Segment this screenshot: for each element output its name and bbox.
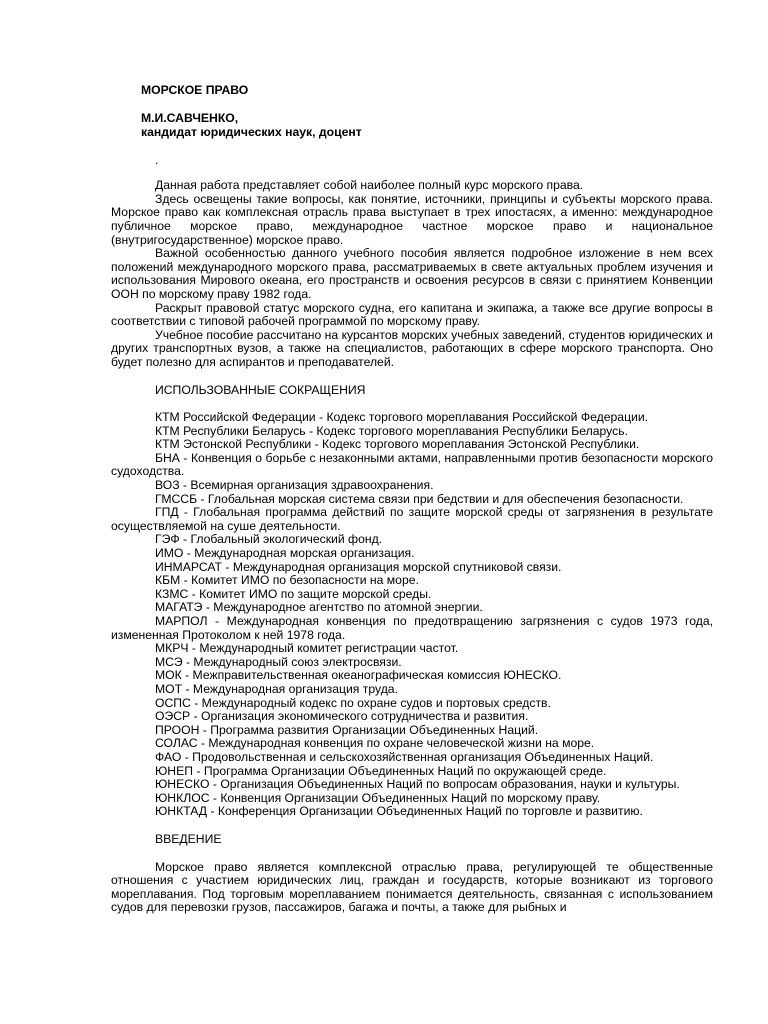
abbreviation-item: МКРЧ - Международный комитет регистрации частот. <box>155 641 459 656</box>
abbreviation-item: КТМ Российской Федерации - Кодекс торгового мореплавания Российской Федерации. <box>155 410 649 425</box>
abbreviations-heading: ИСПОЛЬЗОВАННЫЕ СОКРАЩЕНИЯ <box>155 382 366 397</box>
abbreviation-item: ГПД - Глобальная программа действий по защите морской среды от загрязнения в результате осуществляемой на суше деятельности. <box>111 505 713 533</box>
abbreviation-item: КЗМС - Комитет ИМО по защите морской среды. <box>155 586 432 601</box>
abbreviation-item: ЮНКЛОС - Конвенция Организации Объединенных Наций по морскому праву. <box>155 790 601 805</box>
abbreviation-item: СОЛАС - Международная конвенция по охране человеческой жизни на море. <box>155 736 595 751</box>
abbreviation-item: ОЭСР - Организация экономического сотрудничества и развития. <box>155 709 529 724</box>
abbreviation-item: КТМ Республики Беларусь - Кодекс торгового мореплавания Республики Беларусь. <box>155 423 628 438</box>
abbreviation-item: ИМО - Международная морская организация. <box>155 546 415 561</box>
abbreviation-item: ИНМАРСАТ - Международная организация морской спутниковой связи. <box>155 559 562 574</box>
abbreviation-item: БНА - Конвенция о борьбе с незаконными актами, направленными против безопасности морского судоходства. <box>111 450 713 479</box>
abbreviation-item: ЮНЕП - Программа Организации Объединенных Наций по окружающей среде. <box>155 763 607 778</box>
abbreviation-item: ГМССБ - Глобальная морская система связи при бедствии и для обеспечения безопасности. <box>155 491 684 506</box>
document-page <box>111 84 713 915</box>
intro-paragraph: Учебное пособие рассчитано на курсантов морских учебных заведений, студентов юридических и других транспортных вузов, а также на специалистов, работающих в сфере морского транспорта. Оно будет полезно для аспирантов и преподавателей. <box>111 327 713 369</box>
abbreviation-item: ФАО - Продовольственная и сельскохозяйственная организация Объединенных Наций. <box>155 749 654 764</box>
author-name: М.И.САВЧЕНКО, <box>141 111 239 125</box>
intro-paragraph: Данная работа представляет собой наиболее полный курс морского права. <box>155 178 584 193</box>
introduction-heading: ВВЕДЕНИЕ <box>155 831 222 846</box>
abbreviation-item: КБМ - Комитет ИМО по безопасности на море. <box>155 573 419 588</box>
intro-paragraph: Здесь освещены такие вопросы, как понятие, источники, принципы и субъекты морского права. Морское право как комплексная отрасль права выступает в трех ипостасях, а именно: международное публичное морское право, международное частное морское право и национальное (внутригосударственное) морское право. <box>111 191 713 247</box>
abbreviation-item: МОК - Межправительственная океанографическая комиссия ЮНЕСКО. <box>155 668 562 683</box>
abbreviation-item: МОТ - Международная организация труда. <box>155 681 398 696</box>
abbreviation-item: ВОЗ - Всемирная организация здравоохранения. <box>155 478 434 493</box>
introduction-paragraph: Морское право является комплексной отраслью права, регулирующей те общественные отношения с участием юридических лиц, граждан и государств, которые возникают из торгового мореплавания. Под торговым мореплаванием понимается деятельность, связанная с использованием судов для перевозки грузов, пассажиров, багажа и почты, а также для рыбных и <box>111 859 713 915</box>
intro-section <box>111 179 713 369</box>
author-credentials: кандидат юридических наук, доцент <box>141 124 362 139</box>
abbreviation-item: ЮНКТАД - Конференция Организации Объединенных Наций по торговле и развитию. <box>155 804 643 819</box>
abbreviation-item: МАРПОЛ - Международная конвенция по предотвращению загрязнения с судов 1973 года, измененная Протоколом к ней 1978 года. <box>111 614 713 642</box>
abbreviation-item: ОСПС - Международный кодекс по охране судов и портовых средств. <box>155 695 551 710</box>
abbreviation-item: ЮНЕСКО - Организация Объединенных Наций по вопросам образования, науки и культуры. <box>155 777 680 792</box>
separator-dot: . <box>155 153 159 168</box>
document-header <box>141 84 713 139</box>
document-title: МОРСКОЕ ПРАВО <box>141 83 249 97</box>
abbreviations-list <box>111 411 713 819</box>
abbreviation-item: МСЭ - Международный союз электросвязи. <box>155 654 402 669</box>
abbreviation-item: МАГАТЭ - Международное агентство по атомной энергии. <box>155 600 483 615</box>
intro-paragraph: Раскрыт правовой статус морского судна, его капитана и экипажа, а также все другие вопросы в соответствии с типовой рабочей программой по морскому праву. <box>111 300 713 329</box>
abbreviation-item: КТМ Эстонской Республики - Кодекс торгового мореплавания Эстонской Республики. <box>155 437 640 452</box>
abbreviation-item: ГЭФ - Глобальный экологический фонд. <box>155 532 383 547</box>
intro-paragraph: Важной особенностью данного учебного пособия является подробное изложение в нем всех положений международного морского права, рассматриваемых в свете актуальных проблем изучения и использования Мирового океана, его пространств и освоения ресурсов в связи с принятием Конвенции ООН по морскому праву 1982 года. <box>111 246 713 301</box>
abbreviation-item: ПРООН - Программа развития Организации Объединенных Наций. <box>155 722 539 737</box>
